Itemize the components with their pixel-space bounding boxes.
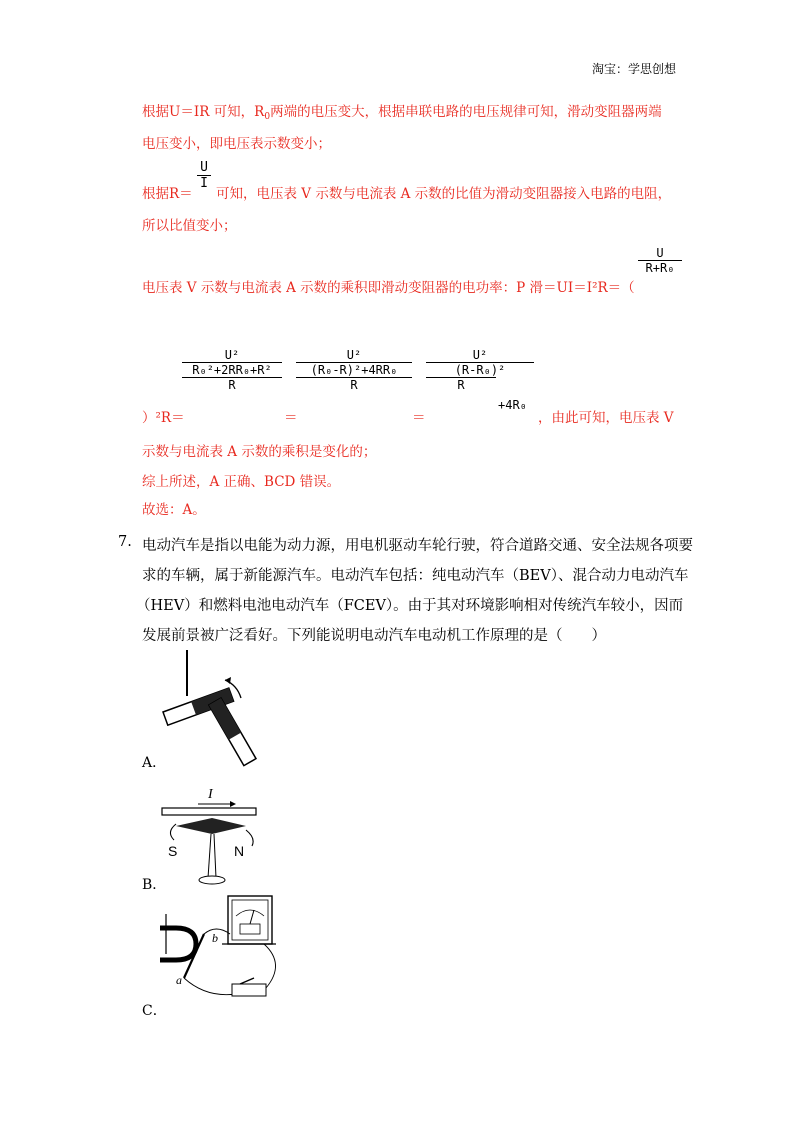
equation-fraction-2: [296, 348, 412, 392]
fraction-u-over-i: [197, 160, 211, 191]
shop-header: 淘宝：学思创想: [592, 62, 677, 76]
pole-n-label: N: [234, 843, 245, 859]
question-line-2: 求的车辆，属于新能源汽车。电动汽车包括：纯电动汽车（BEV）、混合动力电动汽车: [142, 568, 689, 584]
solution-line-2: 电压变小，即电压表示数变小；: [142, 136, 331, 152]
fraction-denominator: (R₀-R)²+4RR₀: [310, 363, 398, 377]
point-b-label: b: [212, 931, 218, 945]
fraction-denominator: I: [200, 176, 208, 191]
equals-sign: ＝: [284, 410, 298, 426]
figure-b-oersted: [158, 784, 278, 884]
solution-line-5: 电压表 V 示数与电流表 A 示数的乘积即滑动变阻器的电功率：P 滑＝UI＝I²R＝（: [142, 280, 635, 296]
fraction-denominator: R: [457, 378, 465, 392]
fraction-denominator: R+R₀: [645, 261, 675, 275]
option-c-label[interactable]: C．: [142, 1003, 167, 1019]
fraction-numerator: U²: [346, 348, 362, 362]
equation-fraction-3: [426, 348, 534, 392]
option-a-label[interactable]: A．: [142, 755, 167, 771]
equals-sign: ＝: [412, 410, 426, 426]
fraction-denominator: R: [228, 378, 236, 392]
equation-tail: +4R₀: [498, 398, 527, 412]
current-label: I: [208, 787, 213, 802]
question-line-1: 电动汽车是指以电能为动力源，用电机驱动车轮行驶，符合道路交通、安全法规各项要: [142, 538, 693, 554]
fraction-numerator: U: [200, 160, 208, 175]
question-line-4: 发展前景被广泛看好。下列能说明电动汽车电动机工作原理的是（ ）: [142, 628, 606, 644]
question-number: 7.: [118, 534, 132, 550]
figure-c-induction-circuit: [156, 894, 306, 998]
pole-s-label: S: [168, 843, 178, 859]
solution-text: 根据U＝IR 可知，R: [142, 104, 265, 120]
point-a-label: a: [176, 973, 182, 987]
equation-prefix: ）²R＝: [142, 410, 185, 426]
solution-line-8: 故选：A。: [142, 502, 206, 518]
solution-line-1: [142, 100, 662, 122]
solution-line-6: 示数与电流表 A 示数的乘积是变化的；: [142, 444, 377, 460]
solution-line-3-suffix: 可知，电压表 V 示数与电流表 A 示数的比值为滑动变阻器接入电路的电阻，: [216, 186, 672, 202]
subscript: 0: [264, 112, 271, 122]
fraction-numerator: U²: [224, 348, 240, 362]
fraction-numerator: U²: [472, 348, 488, 362]
question-line-3: （HEV）和燃料电池电动汽车（FCEV）。由于其对环境影响相对传统汽车较小，因而: [136, 598, 684, 614]
solution-line-7: 综上所述，A 正确、BCD 错误。: [142, 474, 341, 490]
solution-text: 两端的电压变大，根据串联电路的电压规律可知，滑动变阻器两端: [270, 104, 662, 120]
fraction-denominator: R₀²+2RR₀+R²: [192, 363, 272, 377]
fraction-numerator: U: [656, 246, 664, 260]
option-b-label[interactable]: B．: [142, 877, 167, 893]
equation-fraction-1: [182, 348, 282, 392]
equation-suffix: ，由此可知，电压表 V: [538, 410, 674, 426]
fraction-denominator: R: [350, 378, 358, 392]
solution-line-3-prefix: 根据R＝: [142, 186, 193, 202]
fraction-u-over-r-plus-r0: [638, 246, 682, 275]
figure-a-compass-magnet: [155, 650, 285, 760]
solution-line-4: 所以比值变小；: [142, 218, 237, 234]
fraction-denominator: (R-R₀)²: [454, 363, 506, 377]
